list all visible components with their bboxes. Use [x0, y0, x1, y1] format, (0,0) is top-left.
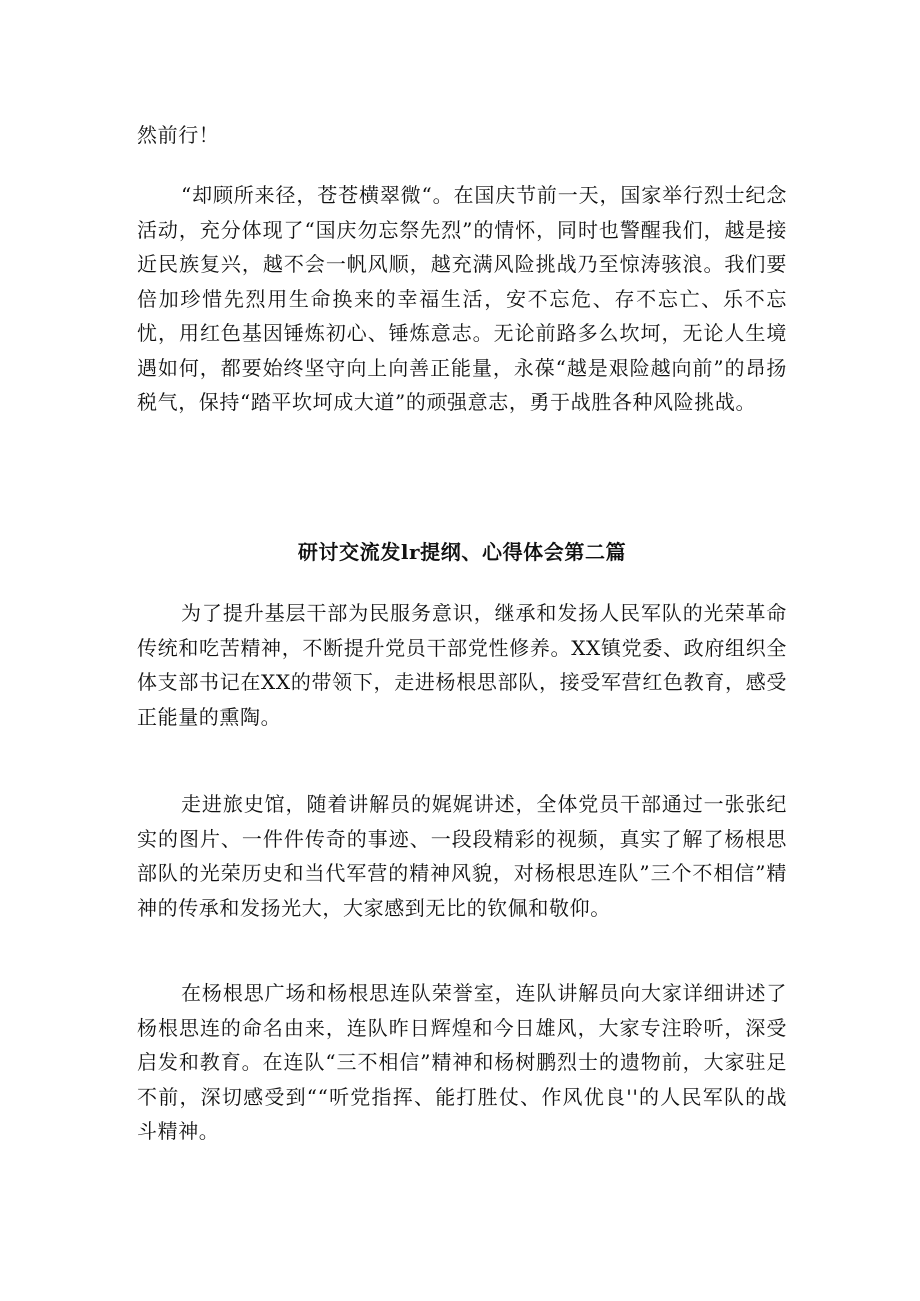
paragraph-continuation: 然前行！: [137, 123, 220, 147]
paragraph-museum-visit: 走进旅史馆，随着讲解员的娓娓讲述，全体党员干部通过一张张纪实的图片、一件件传奇的事迹、一段段精彩的视频，真实了解了杨根思部队的光荣历史和当代军营的精神风貌，对杨根思连队”三个不相信”精神的传承和发扬光大，大家感到无比的钦佩和敬仰。: [137, 792, 787, 920]
paragraph-honor-room: 在杨根思广场和杨根思连队荣誉室，连队讲解员向大家详细讲述了杨根思连的命名由来，连队昨日辉煌和今日雄风，大家专注聆听，深受启发和教育。在连队“三不相信”精神和杨树鹏烈士的遗物前，大家驻足不前，深切感受到““听党指挥、能打胜仗、作风优良''的人民军队的战斗精神。: [137, 981, 787, 1143]
paragraph-martyrs-day: “却顾所来径，苍苍横翠微“。在国庆节前一天，国家举行烈士纪念活动，充分体现了“国庆勿忘祭先烈”的情怀，同时也警醒我们，越是接近民族复兴，越不会一帆风顺，越充满风险挑战乃至惊涛骇浪。我们要倍加珍惜先烈用生命换来的幸福生活，安不忘危、存不忘亡、乐不忘忧，用红色基因锤炼初心、锤炼意志。无论前路多么坎坷，无论人生境遇如何，都要始终坚守向上向善正能量，永葆“越是艰险越向前”的昂扬税气，保持“踏平坎坷成大道”的顽强意志，勇于战胜各种风险挑战。: [137, 183, 787, 414]
section-heading: 研讨交流发lr提纲、心得体会第二篇: [297, 540, 627, 564]
paragraph-purpose: 为了提升基层干部为民服务意识，继承和发扬人民军队的光荣革命传统和吃苦精神，不断提升党员干部党性修养。XX镇党委、政府组织全体支部书记在XX的带领下，走进杨根思部队，接受军营红色教育，感受正能量的熏陶。: [137, 601, 787, 729]
